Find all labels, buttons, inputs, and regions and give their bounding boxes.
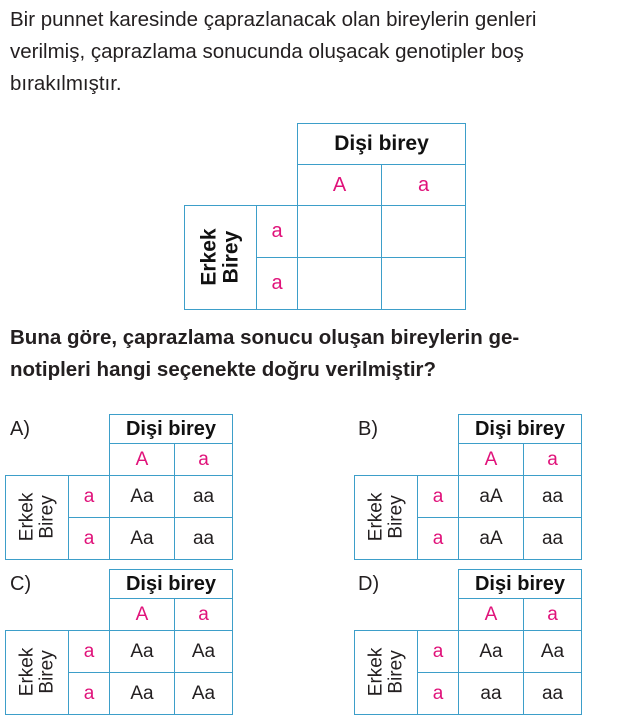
option-punnet-square xyxy=(5,414,233,560)
male-header-line-1: Erkek xyxy=(197,228,221,286)
intro-line-1: Bir punnet karesinde çaprazlanacak olan bireylerin genleri xyxy=(10,8,537,31)
option-punnet-square xyxy=(354,569,582,715)
empty-corner xyxy=(355,415,459,444)
empty-cell xyxy=(298,258,382,310)
female-allele-2: a xyxy=(524,444,582,476)
male-allele-2: a xyxy=(418,518,459,560)
empty-corner xyxy=(355,599,459,631)
genotype-cell: aa xyxy=(524,518,582,560)
female-header: Dişi birey xyxy=(298,124,466,165)
genotype-cell: Aa xyxy=(110,631,175,673)
genotype-cell: Aa xyxy=(175,631,233,673)
female-allele-1: A xyxy=(298,165,382,206)
genotype-cell: aa xyxy=(459,673,524,715)
male-allele-2: a xyxy=(257,258,298,310)
female-allele-2: a xyxy=(382,165,466,206)
intro-line-3: bırakılmıştır. xyxy=(10,72,122,95)
female-allele-2: a xyxy=(175,599,233,631)
genotype-cell: Aa xyxy=(110,518,175,560)
option-letter: D) xyxy=(358,573,380,595)
male-allele-1: a xyxy=(69,476,110,518)
male-allele-1: a xyxy=(418,476,459,518)
male-header-line-2: Birey xyxy=(219,230,243,284)
male-allele-2: a xyxy=(69,673,110,715)
question-text xyxy=(10,322,635,386)
genotype-cell: Aa xyxy=(459,631,524,673)
female-allele-1: A xyxy=(459,444,524,476)
question-line-1: Buna göre, çaprazlama sonucu oluşan bireylerin ge- xyxy=(10,326,520,349)
male-header xyxy=(6,476,69,560)
intro-line-2: verilmiş, çaprazlama sonucunda oluşacak genotipler boş xyxy=(10,40,524,63)
male-allele-2: a xyxy=(69,518,110,560)
empty-corner xyxy=(6,415,110,444)
empty-cell xyxy=(298,206,382,258)
male-header-line-1: Erkek xyxy=(16,647,38,697)
genotype-cell: aa xyxy=(524,673,582,715)
male-allele-2: a xyxy=(418,673,459,715)
empty-cell xyxy=(382,258,466,310)
empty-corner xyxy=(6,570,110,599)
female-allele-2: a xyxy=(524,599,582,631)
male-allele-1: a xyxy=(418,631,459,673)
option-letter: B) xyxy=(358,418,378,440)
empty-cell xyxy=(382,206,466,258)
empty-corner xyxy=(355,570,459,599)
male-allele-1: a xyxy=(69,631,110,673)
male-header xyxy=(355,476,418,560)
genotype-cell: aa xyxy=(524,476,582,518)
genotype-cell: aA xyxy=(459,476,524,518)
option-punnet-square xyxy=(354,414,582,560)
female-allele-1: A xyxy=(110,444,175,476)
option-letter: C) xyxy=(10,573,32,595)
empty-corner xyxy=(185,165,298,206)
female-allele-1: A xyxy=(459,599,524,631)
empty-corner xyxy=(185,124,298,165)
main-punnet-square xyxy=(184,123,466,310)
female-header: Dişi birey xyxy=(110,570,233,599)
male-header-line-2: Birey xyxy=(384,650,406,694)
female-header: Dişi birey xyxy=(459,570,582,599)
genotype-cell: Aa xyxy=(175,673,233,715)
male-header xyxy=(6,631,69,715)
genotype-cell: aa xyxy=(175,476,233,518)
male-header xyxy=(355,631,418,715)
option-punnet-square xyxy=(5,569,233,715)
male-header xyxy=(185,206,257,310)
empty-corner xyxy=(6,444,110,476)
genotype-cell: Aa xyxy=(110,673,175,715)
question-line-2: notipleri hangi seçenekte doğru verilmiştir? xyxy=(10,358,437,381)
empty-corner xyxy=(6,599,110,631)
male-header-line-2: Birey xyxy=(384,495,406,539)
option-letter: A) xyxy=(10,418,30,440)
genotype-cell: aa xyxy=(175,518,233,560)
genotype-cell: Aa xyxy=(110,476,175,518)
female-allele-2: a xyxy=(175,444,233,476)
intro-text xyxy=(10,4,635,100)
male-allele-1: a xyxy=(257,206,298,258)
female-allele-1: A xyxy=(110,599,175,631)
male-header-line-1: Erkek xyxy=(16,492,38,542)
male-header-line-1: Erkek xyxy=(365,647,387,697)
male-header-line-2: Birey xyxy=(35,650,57,694)
male-header-line-2: Birey xyxy=(35,495,57,539)
male-header-line-1: Erkek xyxy=(365,492,387,542)
female-header: Dişi birey xyxy=(459,415,582,444)
genotype-cell: aA xyxy=(459,518,524,560)
female-header: Dişi birey xyxy=(110,415,233,444)
genotype-cell: Aa xyxy=(524,631,582,673)
empty-corner xyxy=(355,444,459,476)
